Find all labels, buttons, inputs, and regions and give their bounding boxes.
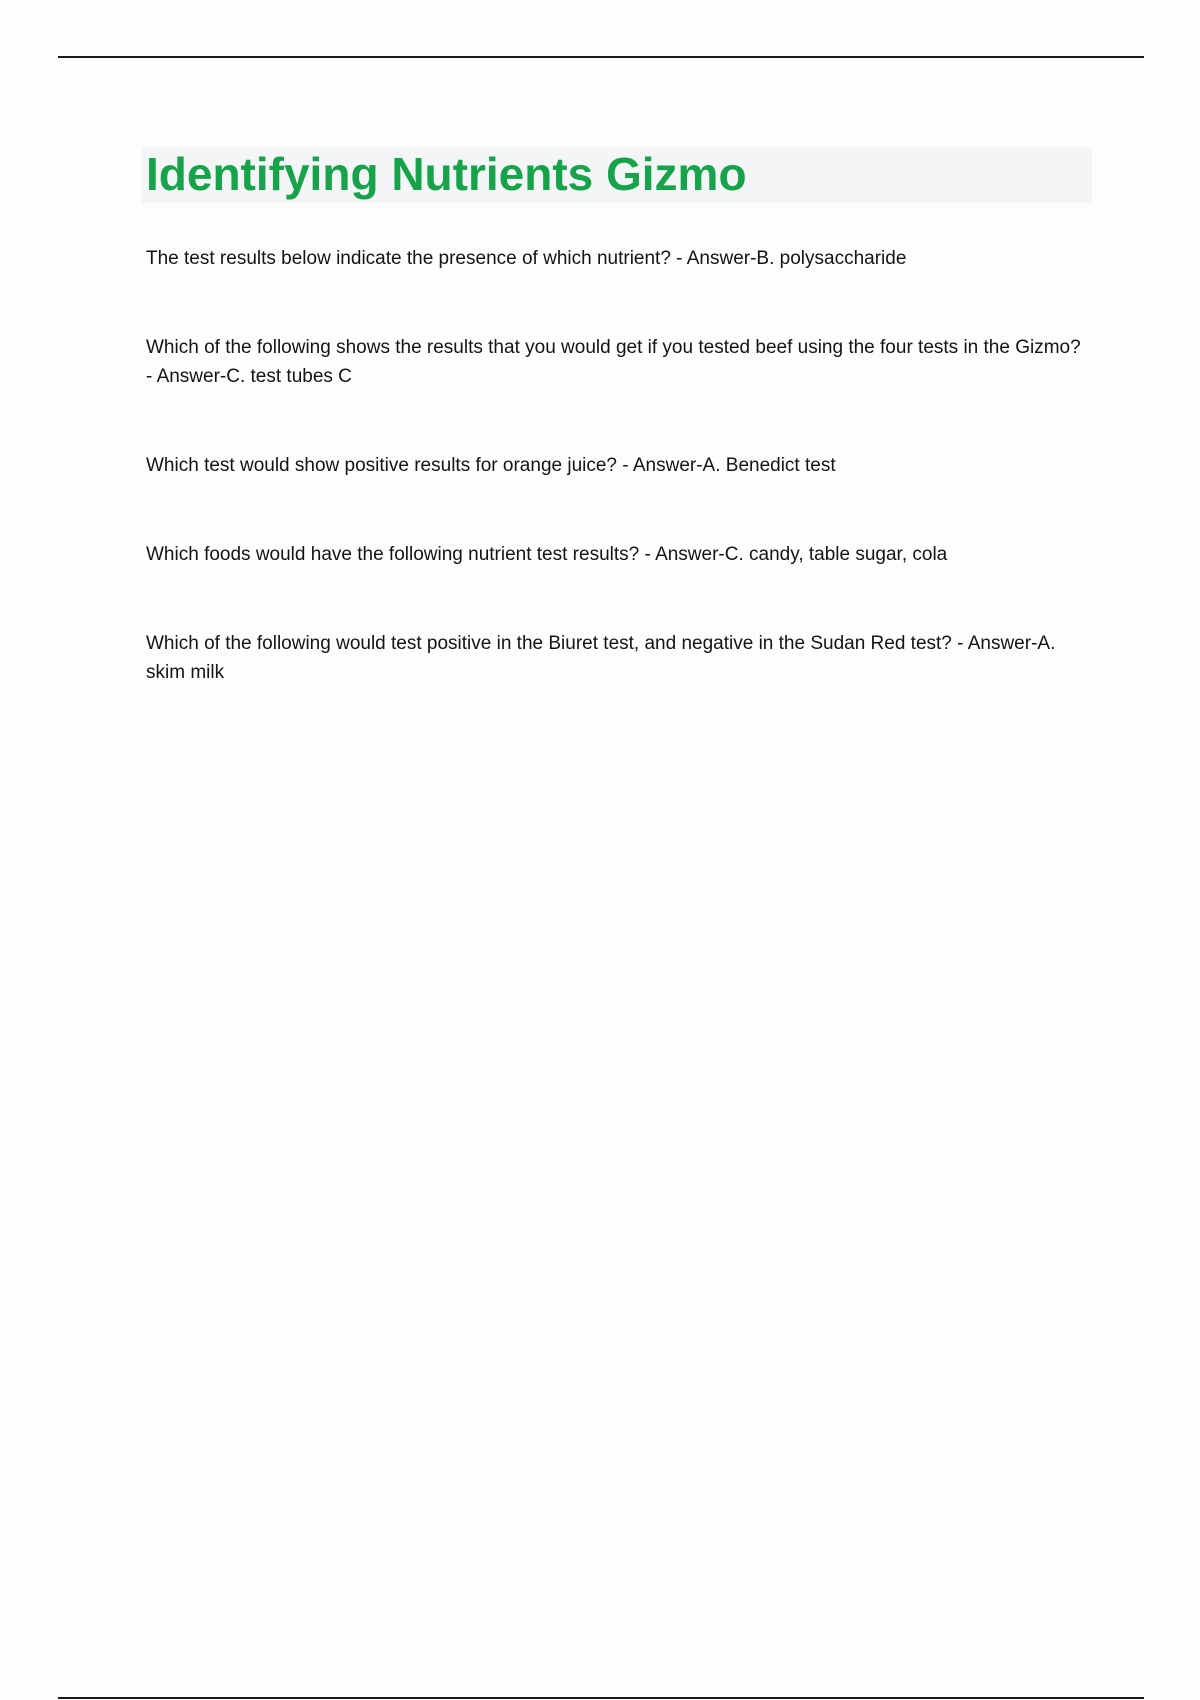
qa-item: Which of the following shows the results that you would get if you tested beef using the four tests in the Gizmo? - Answer-C. test tubes C bbox=[146, 337, 1081, 387]
answer-text: Answer-B. polysaccharide bbox=[686, 248, 907, 269]
qa-item: Which test would show positive results for orange juice? - Answer-A. Benedict test bbox=[146, 455, 836, 476]
document-title: Identifying Nutrients Gizmo bbox=[146, 148, 747, 200]
qa-item: Which foods would have the following nutrient test results? - Answer-C. candy, table sugar, cola bbox=[146, 544, 948, 565]
question-text: Which foods would have the following nutrient test results? bbox=[146, 544, 640, 565]
header-rule bbox=[58, 56, 1144, 58]
question-text: The test results below indicate the presence of which nutrient? bbox=[146, 248, 671, 269]
question-text: Which of the following would test positive in the Biuret test, and negative in the Sudan Red test? bbox=[146, 633, 952, 654]
question-text: Which of the following shows the results that you would get if you tested beef using the four tests in the Gizmo? bbox=[146, 337, 1081, 358]
qa-item: The test results below indicate the presence of which nutrient? - Answer-B. polysaccharide bbox=[146, 248, 907, 269]
qa-item: Which of the following would test positive in the Biuret test, and negative in the Sudan Red test? - Answer-A. skim milk bbox=[146, 633, 1056, 683]
qa-list bbox=[146, 244, 1092, 747]
answer-text: Answer-C. test tubes C bbox=[156, 366, 352, 387]
question-text: Which test would show positive results for orange juice? bbox=[146, 455, 618, 476]
answer-text: Answer-A. skim milk bbox=[146, 633, 1056, 683]
answer-text: Answer-A. Benedict test bbox=[632, 455, 836, 476]
footer-rule bbox=[58, 1697, 1144, 1699]
answer-text: Answer-C. candy, table sugar, cola bbox=[655, 544, 948, 565]
